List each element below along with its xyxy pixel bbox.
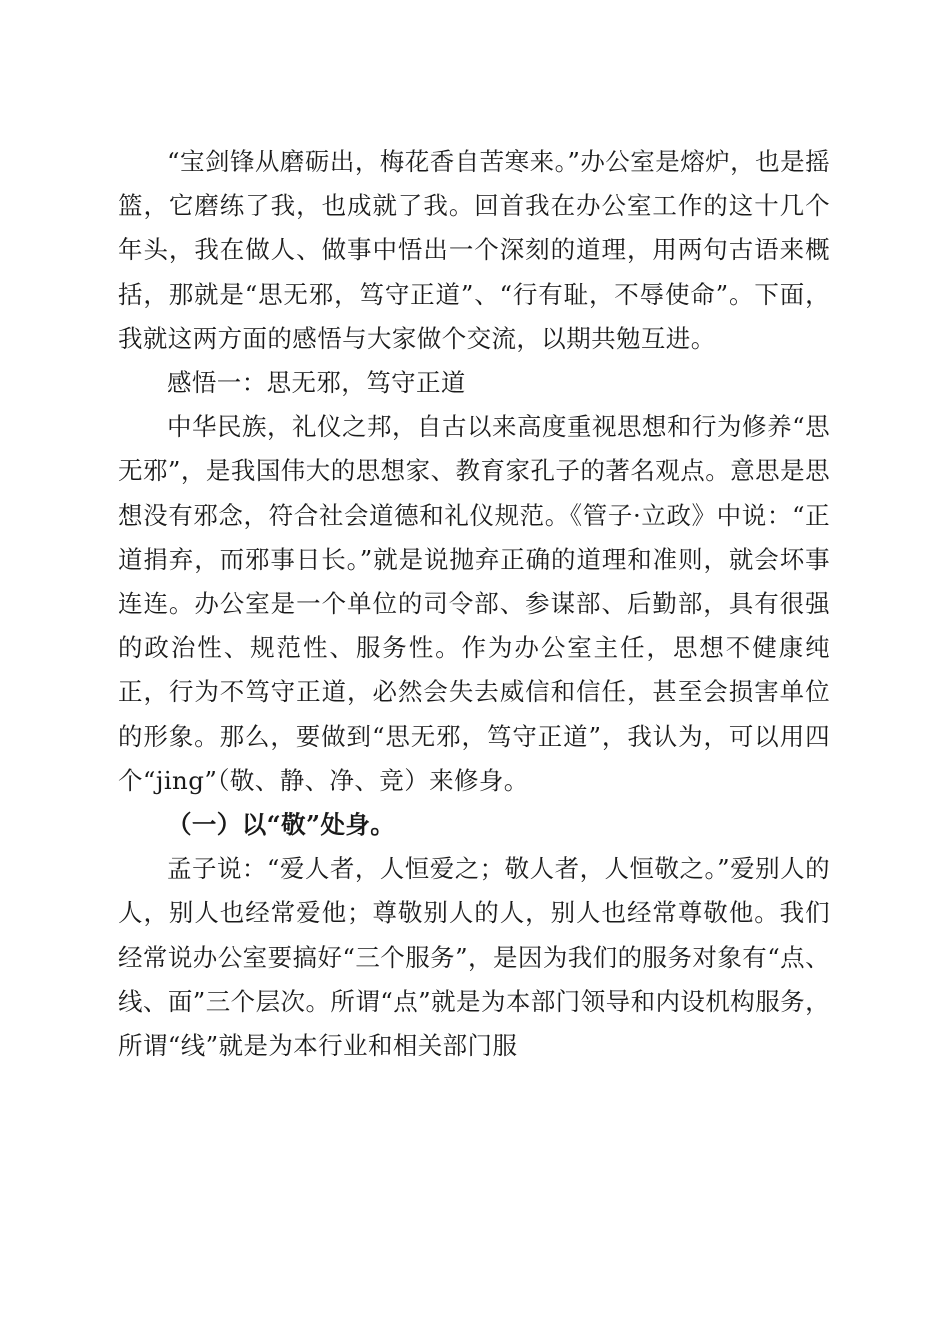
section-1-paragraph: 中华民族，礼仪之邦，自古以来高度重视思想和行为修养“思无邪”，是我国伟大的思想家、教育家孔子的著名观点。意思是思想没有邪念，符合社会道德和礼仪规范。《管子·立政》中说：“正道捐弃，而邪事日长。”就是说抛弃正确的道理和准则，就会坏事连连。办公室是一个单位的司令部、参谋部、后勤部，具有很强的政治性、规范性、服务性。作为办公室主任，思想不健康纯正，行为不笃守正道，必然会失去威信和信任，甚至会损害单位的形象。那么，要做到“思无邪，笃守正道”，我认为，可以用四个“jing”（敬、静、净、竞）来修身。	[118, 412, 830, 795]
intro-paragraph: “宝剑锋从磨砺出，梅花香自苦寒来。”办公室是熔炉，也是摇篮，它磨练了我，也成就了我。回首我在办公室工作的这十几个年头，我在做人、做事中悟出一个深刻的道理，用两句古语来概括，那就是“思无邪，笃守正道”、“行有耻，不辱使命”。下面，我就这两方面的感悟与大家做个交流，以期共勉互进。	[118, 147, 830, 353]
subsection-heading-1: （一）以“敬”处身。	[167, 810, 396, 840]
subsection-1-paragraph: 孟子说：“爱人者，人恒爱之；敬人者，人恒敬之。”爱别人的人，别人也经常爱他；尊敬别人的人，别人也经常尊敬他。我们经常说办公室要搞好“三个服务”，是因为我们的服务对象有“点、线、面”三个层次。所谓“点”就是为本部门领导和内设机构服务，所谓“线”就是为本行业和相关部门服	[118, 854, 830, 1061]
document-body	[118, 140, 830, 1068]
section-heading-1: 感悟一：思无邪，笃守正道	[167, 368, 466, 398]
